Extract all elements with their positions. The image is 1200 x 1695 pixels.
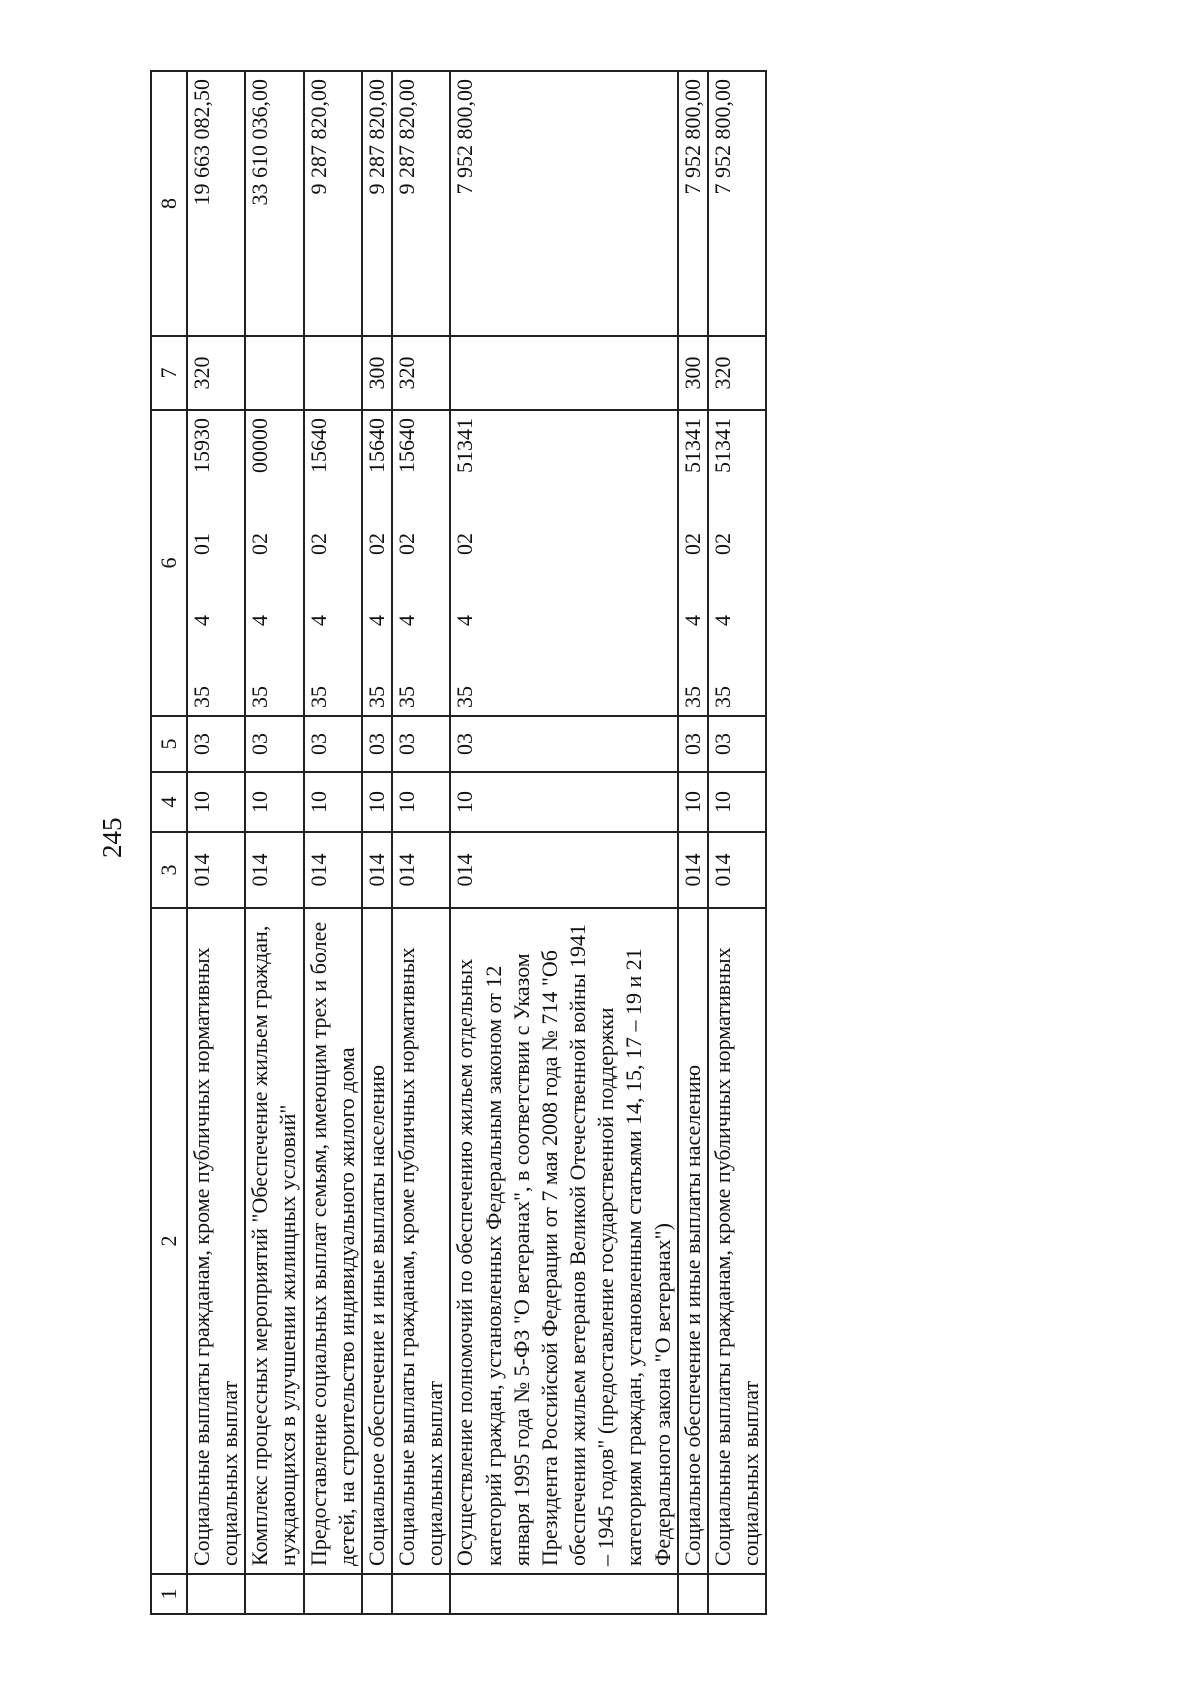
row-name-cell: Предоставление социальных выплат семьям, имеющим трех и более детей, на строительство индивидуального жилого дома <box>304 908 362 1574</box>
row-csr-cell <box>362 410 392 716</box>
table-row <box>187 71 245 1614</box>
csr-code <box>451 418 479 708</box>
csr-code-part: 15640 <box>363 418 389 473</box>
row-sum-cell: 19 663 082,50 <box>187 71 245 336</box>
header-col-4: 4 <box>151 772 187 832</box>
row-sum-cell: 9 287 820,00 <box>392 71 450 336</box>
row-sum-cell: 9 287 820,00 <box>304 71 362 336</box>
row-rz-cell: 10 <box>362 772 392 832</box>
row-sum-cell: 7 952 800,00 <box>708 71 766 336</box>
header-col-3: 3 <box>151 832 187 908</box>
table-row <box>708 71 766 1614</box>
row-rz-cell: 10 <box>392 772 450 832</box>
csr-code-part: 35 <box>189 686 214 708</box>
row-csr-cell <box>304 410 362 716</box>
row-gr-cell: 014 <box>362 832 392 908</box>
csr-code <box>679 418 707 708</box>
row-vr-cell: 300 <box>362 336 392 410</box>
row-name-cell: Комплекс процессных мероприятий "Обеспечение жильем граждан, нуждающихся в улучшении жилищных условий" <box>245 908 303 1574</box>
row-number-cell <box>304 1574 362 1614</box>
row-vr-cell <box>304 336 362 410</box>
header-col-5: 5 <box>151 716 187 772</box>
csr-code-part: 4 <box>247 615 273 626</box>
row-sum-cell: 9 287 820,00 <box>362 71 392 336</box>
row-gr-cell: 014 <box>245 832 303 908</box>
row-sum-cell: 33 610 036,00 <box>245 71 303 336</box>
csr-code-part: 35 <box>305 686 331 708</box>
row-rz-cell: 10 <box>678 772 708 832</box>
csr-code-part: 02 <box>679 533 705 555</box>
row-vr-cell: 320 <box>708 336 766 410</box>
row-name-cell: Социальное обеспечение и иные выплаты населению <box>678 908 708 1574</box>
row-sum-cell: 7 952 800,00 <box>678 71 708 336</box>
row-name-cell: Осуществление полномочий по обеспечению жильем отдельных категорий граждан, установленных Федеральным законом от 12 января 1995 года № 5-ФЗ "О ветеранах", в соответствии с Указом Президента Российской Федерации от 7 мая 2008 года № 714 "Об обеспечении жильем ветеранов Великой Отечественной войны 1941 – 1945 годов" (предоставление государственной поддержки категориям граждан, установленным статьями 14, 15, 17 – 19 и 21 Федерального закона "О ветеранах") <box>450 908 677 1574</box>
row-number-cell <box>678 1574 708 1614</box>
csr-code <box>709 418 737 708</box>
csr-code-part: 15930 <box>189 418 214 473</box>
csr-code-part: 01 <box>189 533 214 555</box>
row-pr-cell: 03 <box>245 716 303 772</box>
row-csr-cell <box>187 410 245 716</box>
row-csr-cell <box>245 410 303 716</box>
csr-code-part: 35 <box>452 686 478 708</box>
row-number-cell <box>245 1574 303 1614</box>
csr-code-part: 51341 <box>679 418 705 473</box>
row-number-cell <box>187 1574 245 1614</box>
table-row <box>392 71 450 1614</box>
row-rz-cell: 10 <box>245 772 303 832</box>
table-row <box>304 71 362 1614</box>
table-header-row <box>151 71 187 1614</box>
csr-code-part: 15640 <box>305 418 331 473</box>
row-name-cell: Социальные выплаты гражданам, кроме публичных нормативных социальных выплат <box>187 908 245 1574</box>
row-csr-cell <box>392 410 450 716</box>
header-col-8: 8 <box>151 71 187 336</box>
table-row <box>450 71 677 1614</box>
csr-code-part: 4 <box>363 615 389 626</box>
row-vr-cell <box>450 336 677 410</box>
row-gr-cell: 014 <box>450 832 677 908</box>
row-pr-cell: 03 <box>678 716 708 772</box>
row-gr-cell: 014 <box>304 832 362 908</box>
row-name-cell: Социальное обеспечение и иные выплаты населению <box>362 908 392 1574</box>
table-row <box>678 71 708 1614</box>
row-rz-cell: 10 <box>187 772 245 832</box>
page-number: 245 <box>97 817 127 859</box>
csr-code-part: 51341 <box>709 418 735 473</box>
csr-code-part: 02 <box>247 533 273 555</box>
csr-code-part: 35 <box>709 686 735 708</box>
row-csr-cell <box>450 410 677 716</box>
row-rz-cell: 10 <box>450 772 677 832</box>
row-vr-cell: 320 <box>392 336 450 410</box>
row-gr-cell: 014 <box>392 832 450 908</box>
csr-code-part: 51341 <box>452 418 478 473</box>
csr-code-part: 35 <box>679 686 705 708</box>
row-gr-cell: 014 <box>678 832 708 908</box>
csr-code-part: 02 <box>452 533 478 555</box>
csr-code-part: 02 <box>394 533 420 555</box>
row-number-cell <box>392 1574 450 1614</box>
header-col-2: 2 <box>151 908 187 1574</box>
row-csr-cell <box>708 410 766 716</box>
row-number-cell <box>362 1574 392 1614</box>
csr-code <box>393 418 421 708</box>
row-sum-cell: 7 952 800,00 <box>450 71 677 336</box>
table-row <box>362 71 392 1614</box>
row-rz-cell: 10 <box>304 772 362 832</box>
row-rz-cell: 10 <box>708 772 766 832</box>
csr-code-part: 02 <box>305 533 331 555</box>
header-col-1: 1 <box>151 1574 187 1614</box>
csr-code-part: 35 <box>363 686 389 708</box>
row-name-cell: Социальные выплаты гражданам, кроме публичных нормативных социальных выплат <box>708 908 766 1574</box>
csr-code-part: 15640 <box>394 418 420 473</box>
csr-code-part: 00000 <box>247 418 273 473</box>
row-csr-cell <box>678 410 708 716</box>
header-col-6: 6 <box>151 410 187 716</box>
budget-table <box>150 70 767 1615</box>
csr-code <box>246 418 274 708</box>
table-row <box>245 71 303 1614</box>
rotated-table-container <box>150 70 1030 1615</box>
csr-code <box>188 418 216 708</box>
csr-code <box>363 418 391 708</box>
row-pr-cell: 03 <box>187 716 245 772</box>
row-vr-cell <box>245 336 303 410</box>
row-vr-cell: 300 <box>678 336 708 410</box>
csr-code-part: 4 <box>189 615 214 626</box>
csr-code-part: 4 <box>394 615 420 626</box>
row-number-cell <box>708 1574 766 1614</box>
csr-code-part: 02 <box>709 533 735 555</box>
csr-code-part: 4 <box>452 615 478 626</box>
csr-code <box>305 418 333 708</box>
row-pr-cell: 03 <box>362 716 392 772</box>
csr-code-part: 35 <box>394 686 420 708</box>
csr-code-part: 4 <box>709 615 735 626</box>
row-number-cell <box>450 1574 677 1614</box>
row-vr-cell: 320 <box>187 336 245 410</box>
csr-code-part: 35 <box>247 686 273 708</box>
row-pr-cell: 03 <box>450 716 677 772</box>
row-pr-cell: 03 <box>392 716 450 772</box>
row-pr-cell: 03 <box>708 716 766 772</box>
header-col-7: 7 <box>151 336 187 410</box>
row-gr-cell: 014 <box>187 832 245 908</box>
row-pr-cell: 03 <box>304 716 362 772</box>
row-name-cell: Социальные выплаты гражданам, кроме публичных нормативных социальных выплат <box>392 908 450 1574</box>
row-gr-cell: 014 <box>708 832 766 908</box>
csr-code-part: 02 <box>363 533 389 555</box>
csr-code-part: 4 <box>305 615 331 626</box>
csr-code-part: 4 <box>679 615 705 626</box>
